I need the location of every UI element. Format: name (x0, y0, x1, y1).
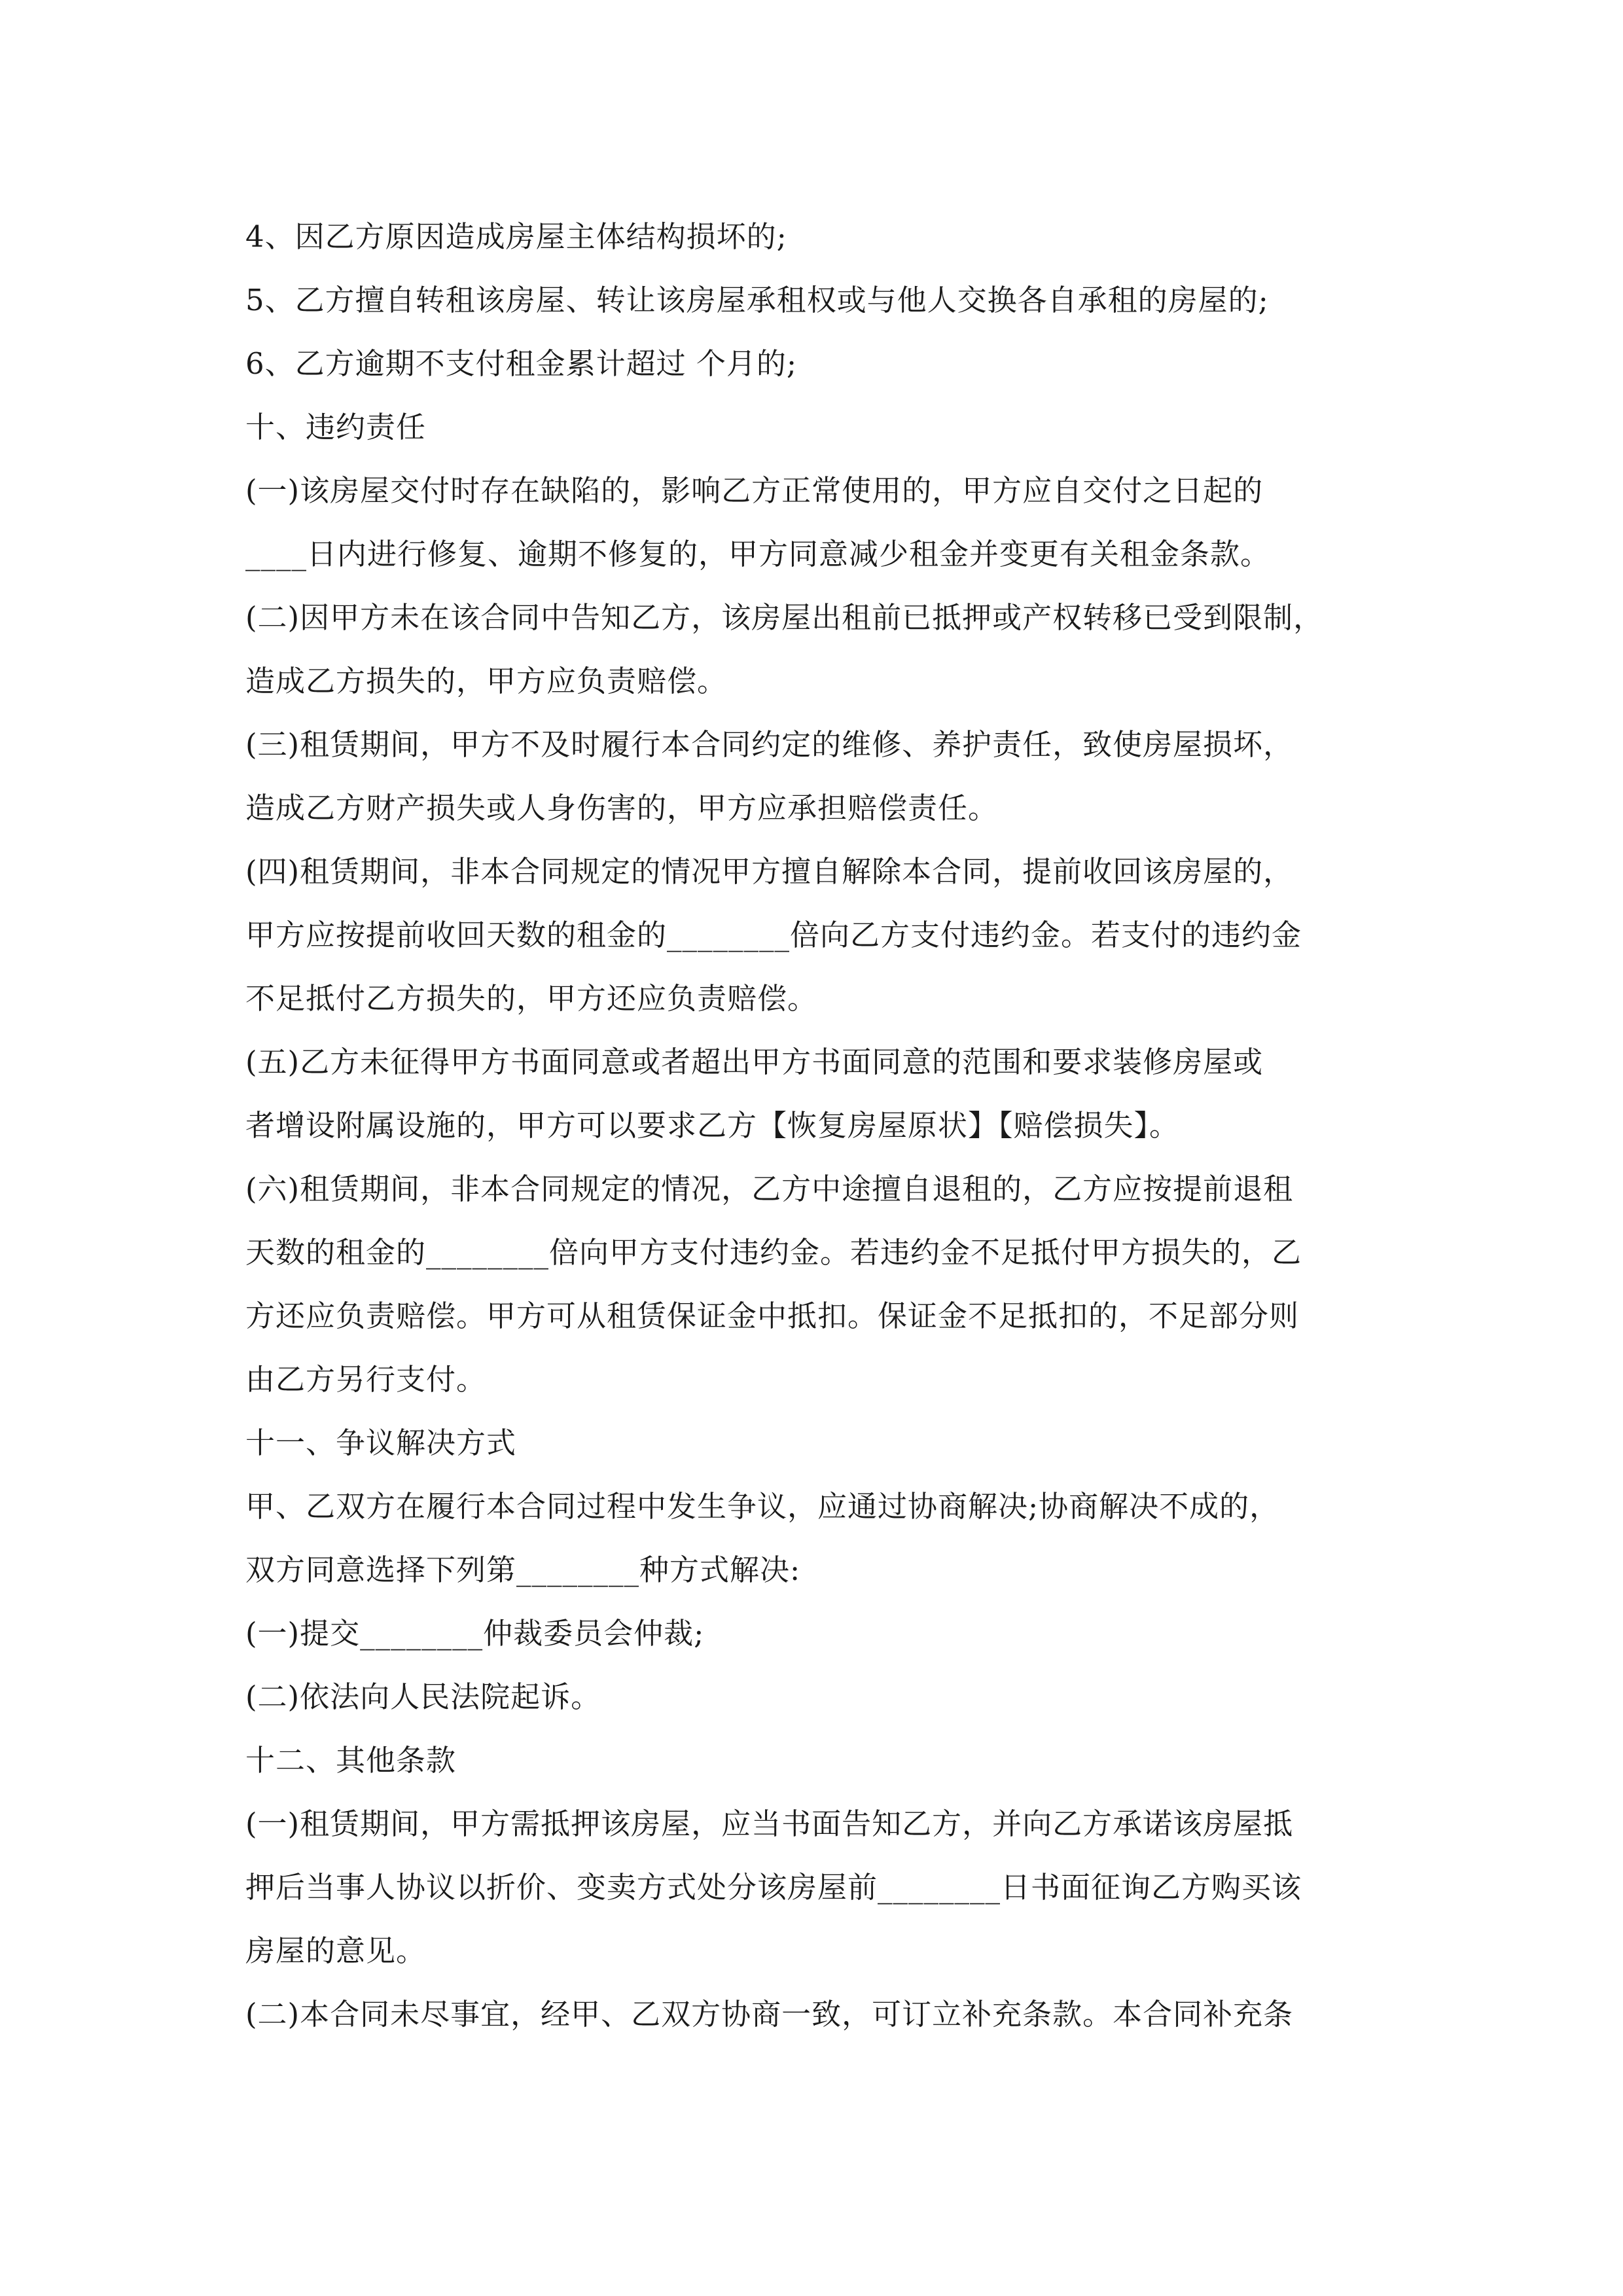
clause-line: (一)提交________仲裁委员会仲裁; (245, 1616, 705, 1651)
clause-line: 者增设附属设施的，甲方可以要求乙方【恢复房屋原状】【赔偿损失】。 (245, 1108, 1180, 1143)
clause-line: (二)因甲方未在该合同中告知乙方，该房屋出租前已抵押或产权转移已受到限制， (245, 600, 1324, 635)
clause-line: 由乙方另行支付。 (245, 1362, 487, 1397)
clause-line: 甲方应按提前收回天数的租金的________倍向乙方支付违约金。若支付的违约金 (245, 918, 1302, 952)
section-heading: 十二、其他条款 (245, 1743, 457, 1778)
clause-line: (一)租赁期间，甲方需抵押该房屋，应当书面告知乙方，并向乙方承诺该房屋抵 (245, 1806, 1294, 1841)
clause-line: ____日内进行修复、逾期不修复的，甲方同意减少租金并变更有关租金条款。 (245, 537, 1271, 571)
clause-line: (三)租赁期间，甲方不及时履行本合同约定的维修、养护责任，致使房屋损坏， (245, 727, 1294, 762)
clause-line: (五)乙方未征得甲方书面同意或者超出甲方书面同意的范围和要求装修房屋或 (245, 1045, 1264, 1079)
clause-line: 造成乙方财产损失或人身伤害的，甲方应承担赔偿责任。 (245, 791, 999, 825)
clause-line: 6、乙方逾期不支付租金累计超过 个月的; (245, 346, 798, 381)
clause-line: 4、因乙方原因造成房屋主体结构损坏的; (245, 219, 787, 254)
clause-line: (二)本合同未尽事宜，经甲、乙双方协商一致，可订立补充条款。本合同补充条 (245, 1997, 1294, 2032)
clause-line: (四)租赁期间，非本合同规定的情况甲方擅自解除本合同，提前收回该房屋的， (245, 854, 1294, 889)
section-heading: 十、违约责任 (245, 410, 427, 444)
clause-line: (一)该房屋交付时存在缺陷的，影响乙方正常使用的，甲方应自交付之日起的 (245, 473, 1264, 508)
clause-line: 押后当事人协议以折价、变卖方式处分该房屋前________日书面征询乙方购买该 (245, 1870, 1302, 1905)
clause-line: 甲、乙双方在履行本合同过程中发生争议，应通过协商解决;协商解决不成的， (245, 1489, 1280, 1524)
clause-line: (六)租赁期间，非本合同规定的情况，乙方中途擅自退租的，乙方应按提前退租 (245, 1172, 1294, 1206)
clause-line: 造成乙方损失的，甲方应负责赔偿。 (245, 664, 728, 698)
clause-line: 天数的租金的________倍向甲方支付违约金。若违约金不足抵付甲方损失的，乙 (245, 1235, 1302, 1270)
clause-line: 方还应负责赔偿。甲方可从租赁保证金中抵扣。保证金不足抵扣的，不足部分则 (245, 1299, 1300, 1333)
document-body (245, 205, 1417, 2046)
section-heading: 十一、争议解决方式 (245, 1426, 517, 1460)
clause-line: (二)依法向人民法院起诉。 (245, 1679, 601, 1714)
clause-line: 双方同意选择下列第________种方式解决: (245, 1552, 801, 1587)
clause-line: 房屋的意见。 (245, 1933, 427, 1968)
clause-line: 不足抵付乙方损失的，甲方还应负责赔偿。 (245, 981, 818, 1016)
clause-line: 5、乙方擅自转租该房屋、转让该房屋承租权或与他人交换各自承租的房屋的; (245, 283, 1269, 317)
